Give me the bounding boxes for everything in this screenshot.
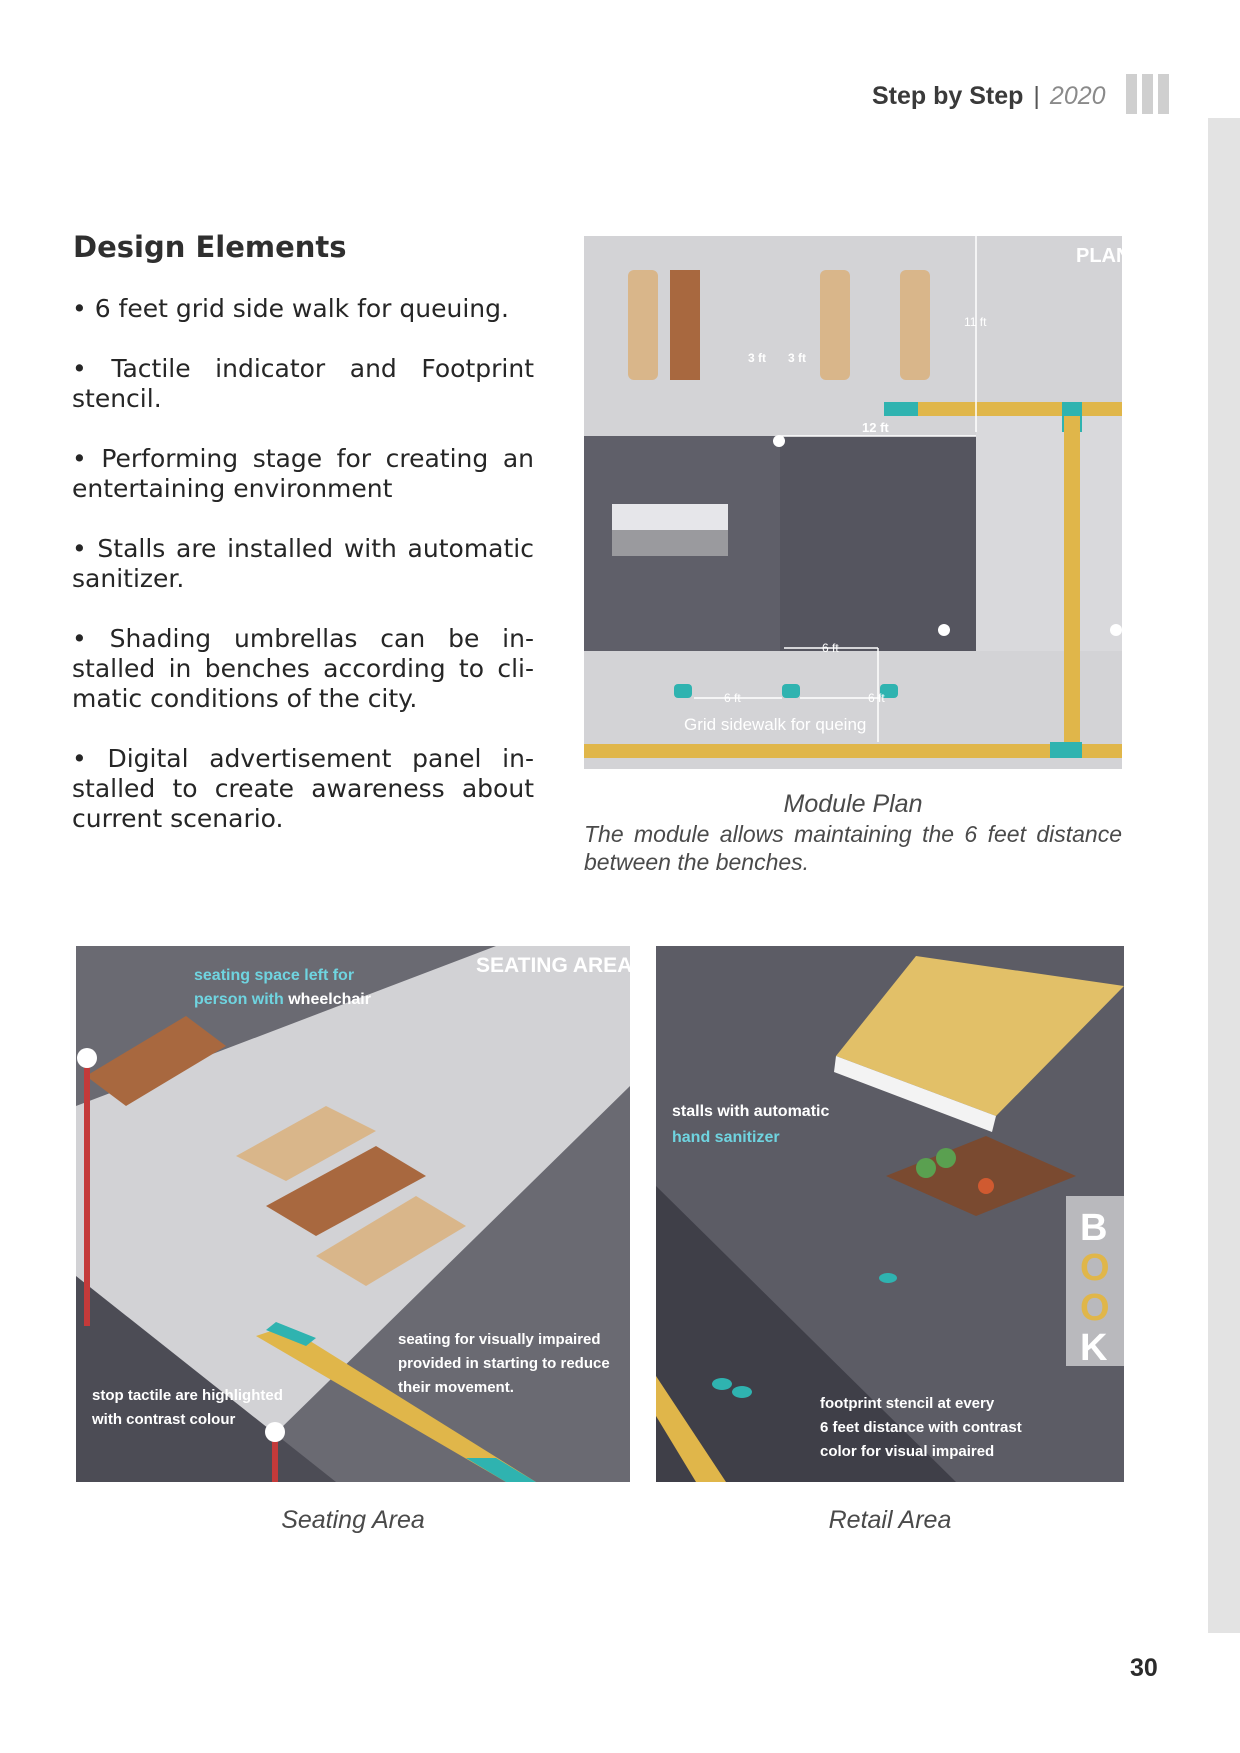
list-item: • Stalls are installed with automatic sanitizer. [72,534,534,593]
dimension-6ft-vertical: 6 ft [822,641,839,655]
note-visual-line3: their movement. [398,1379,514,1396]
seating-area-caption: Seating Area [281,1506,425,1534]
note-stall-line1: stalls with automatic [672,1103,830,1120]
list-item: • Performing stage for creating an entertaining environment [72,444,534,503]
section-heading: Design Elements [73,230,347,264]
dimension-3ft-b: 3 ft [788,351,806,365]
note-tactile-line2: with contrast colour [92,1411,236,1428]
plan-label: PLAN [1076,245,1131,267]
retail-area-caption: Retail Area [828,1506,952,1534]
note-wheelchair-line2: person with wheelchair [194,991,371,1008]
dimension-6ft-b: 6 ft [868,691,885,705]
seating-area-label: SEATING AREA [476,954,633,977]
page-number: 30 [1130,1654,1158,1682]
grid-sidewalk-label: Grid sidewalk for queing [684,715,867,734]
note-footprint-line1: footprint stencil at every [820,1395,995,1412]
list-item: • Digital advertisement panel in-stalled to create awareness about current scenario. [72,744,534,833]
dimension-12ft: 12 ft [862,420,889,435]
dimension-3ft-a: 3 ft [748,351,766,365]
module-plan-image [584,236,1131,769]
sign-letter: O [1080,1287,1110,1329]
note-stall-line2: hand sanitizer [672,1129,780,1146]
note-footprint-line3: color for visual impaired [820,1443,995,1460]
dimension-11ft: 11 ft [964,315,987,329]
note-tactile-line1: stop tactile are highlighted [92,1387,283,1404]
publication-year: 2020 [1049,81,1106,110]
module-plan-caption-title: Module Plan [783,790,923,818]
retail-area-image [656,946,1124,1482]
publication-title: Step by Step [872,81,1024,110]
dimension-6ft-a: 6 ft [724,691,741,705]
seating-area-image [76,946,633,1482]
header-separator: | [1033,81,1040,110]
note-footprint-line2: 6 feet distance with contrast [820,1419,1022,1436]
note-visual-line2: provided in starting to reduce [398,1355,610,1372]
sign-letter: K [1080,1327,1108,1369]
header-bars-decoration [1126,74,1170,114]
design-elements-list [72,294,534,864]
sign-letter: O [1080,1247,1110,1289]
module-plan-caption-text: The module allows maintaining the 6 feet distance between the benches. [584,821,1122,875]
sign-letter: B [1080,1207,1108,1249]
list-item: • 6 feet grid side walk for queuing. [72,294,509,323]
note-wheelchair-line1: seating space left for [194,967,355,984]
list-item: • Tactile indicator and Footprint stencil. [72,354,534,413]
note-visual-line1: seating for visually impaired [398,1331,601,1348]
side-strip-decoration [1208,118,1240,1633]
page-header [872,76,1106,116]
list-item: • Shading umbrellas can be in-stalled in benches according to cli-matic conditions of the city. [72,624,534,713]
